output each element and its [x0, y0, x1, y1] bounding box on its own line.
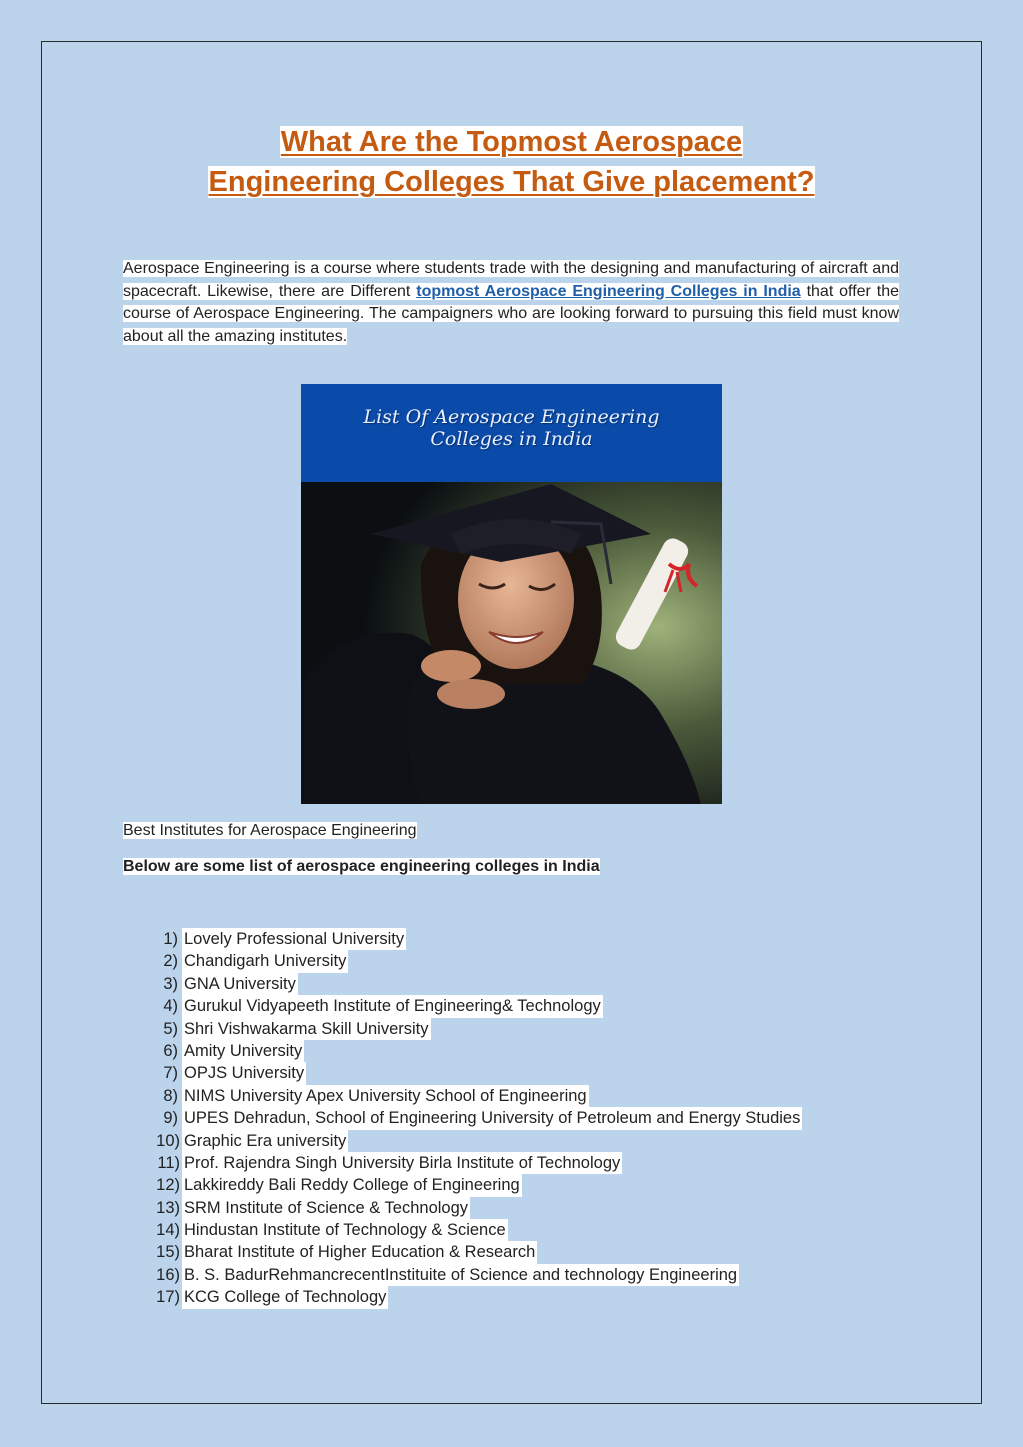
list-item-number: 16)	[156, 1265, 180, 1284]
list-item-name: Shri Vishwakarma Skill University	[182, 1018, 431, 1040]
list-item	[140, 928, 802, 950]
image-banner	[301, 384, 722, 482]
list-item-number: 11)	[157, 1153, 180, 1172]
list-item	[140, 995, 802, 1017]
intro-text-start: Aerospace Engineering is a course where students trade with the designing and manufacturing of aircraft and spacecraft. Likewise, there are Different	[123, 260, 899, 300]
college-list	[140, 928, 802, 1309]
list-item	[140, 973, 802, 995]
section-label	[123, 820, 417, 842]
title-line-1: What Are the Topmost Aerospace	[280, 126, 743, 158]
topmost-colleges-link[interactable]: topmost Aerospace Engineering Colleges in India	[416, 282, 801, 300]
list-item	[140, 1085, 802, 1107]
list-item-name: UPES Dehradun, School of Engineering University of Petroleum and Energy Studies	[182, 1107, 802, 1129]
list-item	[140, 1018, 802, 1040]
list-item	[140, 1219, 802, 1241]
graduate-image	[301, 384, 722, 804]
list-item	[140, 1040, 802, 1062]
banner-line-1: List Of Aerospace Engineering	[363, 406, 660, 428]
section-heading-text: Below are some list of aerospace engineering colleges in India	[123, 858, 600, 875]
list-item-number: 12)	[156, 1176, 180, 1195]
list-item-number: 5)	[163, 1019, 178, 1038]
banner-line-2: Colleges in India	[430, 428, 593, 450]
list-item	[140, 1241, 802, 1263]
list-item	[140, 1264, 802, 1286]
section-label-text: Best Institutes for Aerospace Engineering	[123, 822, 417, 839]
list-item-number: 6)	[163, 1041, 178, 1060]
list-item-name: Amity University	[182, 1040, 304, 1062]
title-line-2: Engineering Colleges That Give placement?	[208, 166, 815, 198]
list-item-number: 9)	[163, 1109, 178, 1128]
list-item-number: 15)	[156, 1243, 180, 1262]
list-item-number: 10)	[156, 1131, 180, 1150]
list-item	[140, 1062, 802, 1084]
list-item-name: Chandigarh University	[182, 950, 348, 972]
list-item	[140, 1107, 802, 1129]
list-item-name: Graphic Era university	[182, 1130, 348, 1152]
intro-text-end: that offer the course of Aerospace Engineering. The campaigners who are looking forward to pursuing this field must know about all the amazing institutes.	[123, 282, 899, 345]
list-item-number: 13)	[156, 1198, 180, 1217]
list-item-number: 1)	[163, 930, 178, 948]
image-banner-text	[301, 406, 722, 450]
list-item-number: 3)	[163, 974, 178, 993]
list-item-name: B. S. BadurRehmancrecentInstituite of Science and technology Engineering	[182, 1264, 739, 1286]
list-item-number: 7)	[163, 1064, 178, 1083]
list-item-name: OPJS University	[182, 1062, 306, 1084]
section-heading	[123, 856, 600, 878]
list-item	[140, 1197, 802, 1219]
list-item	[140, 1174, 802, 1196]
list-item	[140, 1286, 802, 1308]
list-item-number: 14)	[156, 1221, 180, 1240]
list-item-name: Lakkireddy Bali Reddy College of Engineering	[182, 1174, 522, 1196]
list-item-number: 8)	[163, 1086, 178, 1105]
list-item-number: 2)	[163, 952, 178, 971]
list-item-name: NIMS University Apex University School of Engineering	[182, 1085, 589, 1107]
page-title	[100, 122, 923, 202]
list-item-number: 17)	[156, 1288, 180, 1307]
list-item	[140, 950, 802, 972]
list-item-name: Lovely Professional University	[182, 928, 406, 950]
list-item	[140, 1152, 802, 1174]
list-item-name: Hindustan Institute of Technology & Science	[182, 1219, 508, 1241]
list-item	[140, 1130, 802, 1152]
list-item-name: GNA University	[182, 973, 298, 995]
intro-paragraph	[123, 258, 899, 348]
list-item-name: SRM Institute of Science & Technology	[182, 1197, 470, 1219]
list-item-name: Bharat Institute of Higher Education & Research	[182, 1241, 537, 1263]
list-item-name: KCG College of Technology	[182, 1286, 388, 1308]
list-item-name: Gurukul Vidyapeeth Institute of Engineering& Technology	[182, 995, 603, 1017]
list-item-name: Prof. Rajendra Singh University Birla Institute of Technology	[182, 1152, 622, 1174]
list-item-number: 4)	[163, 997, 178, 1016]
